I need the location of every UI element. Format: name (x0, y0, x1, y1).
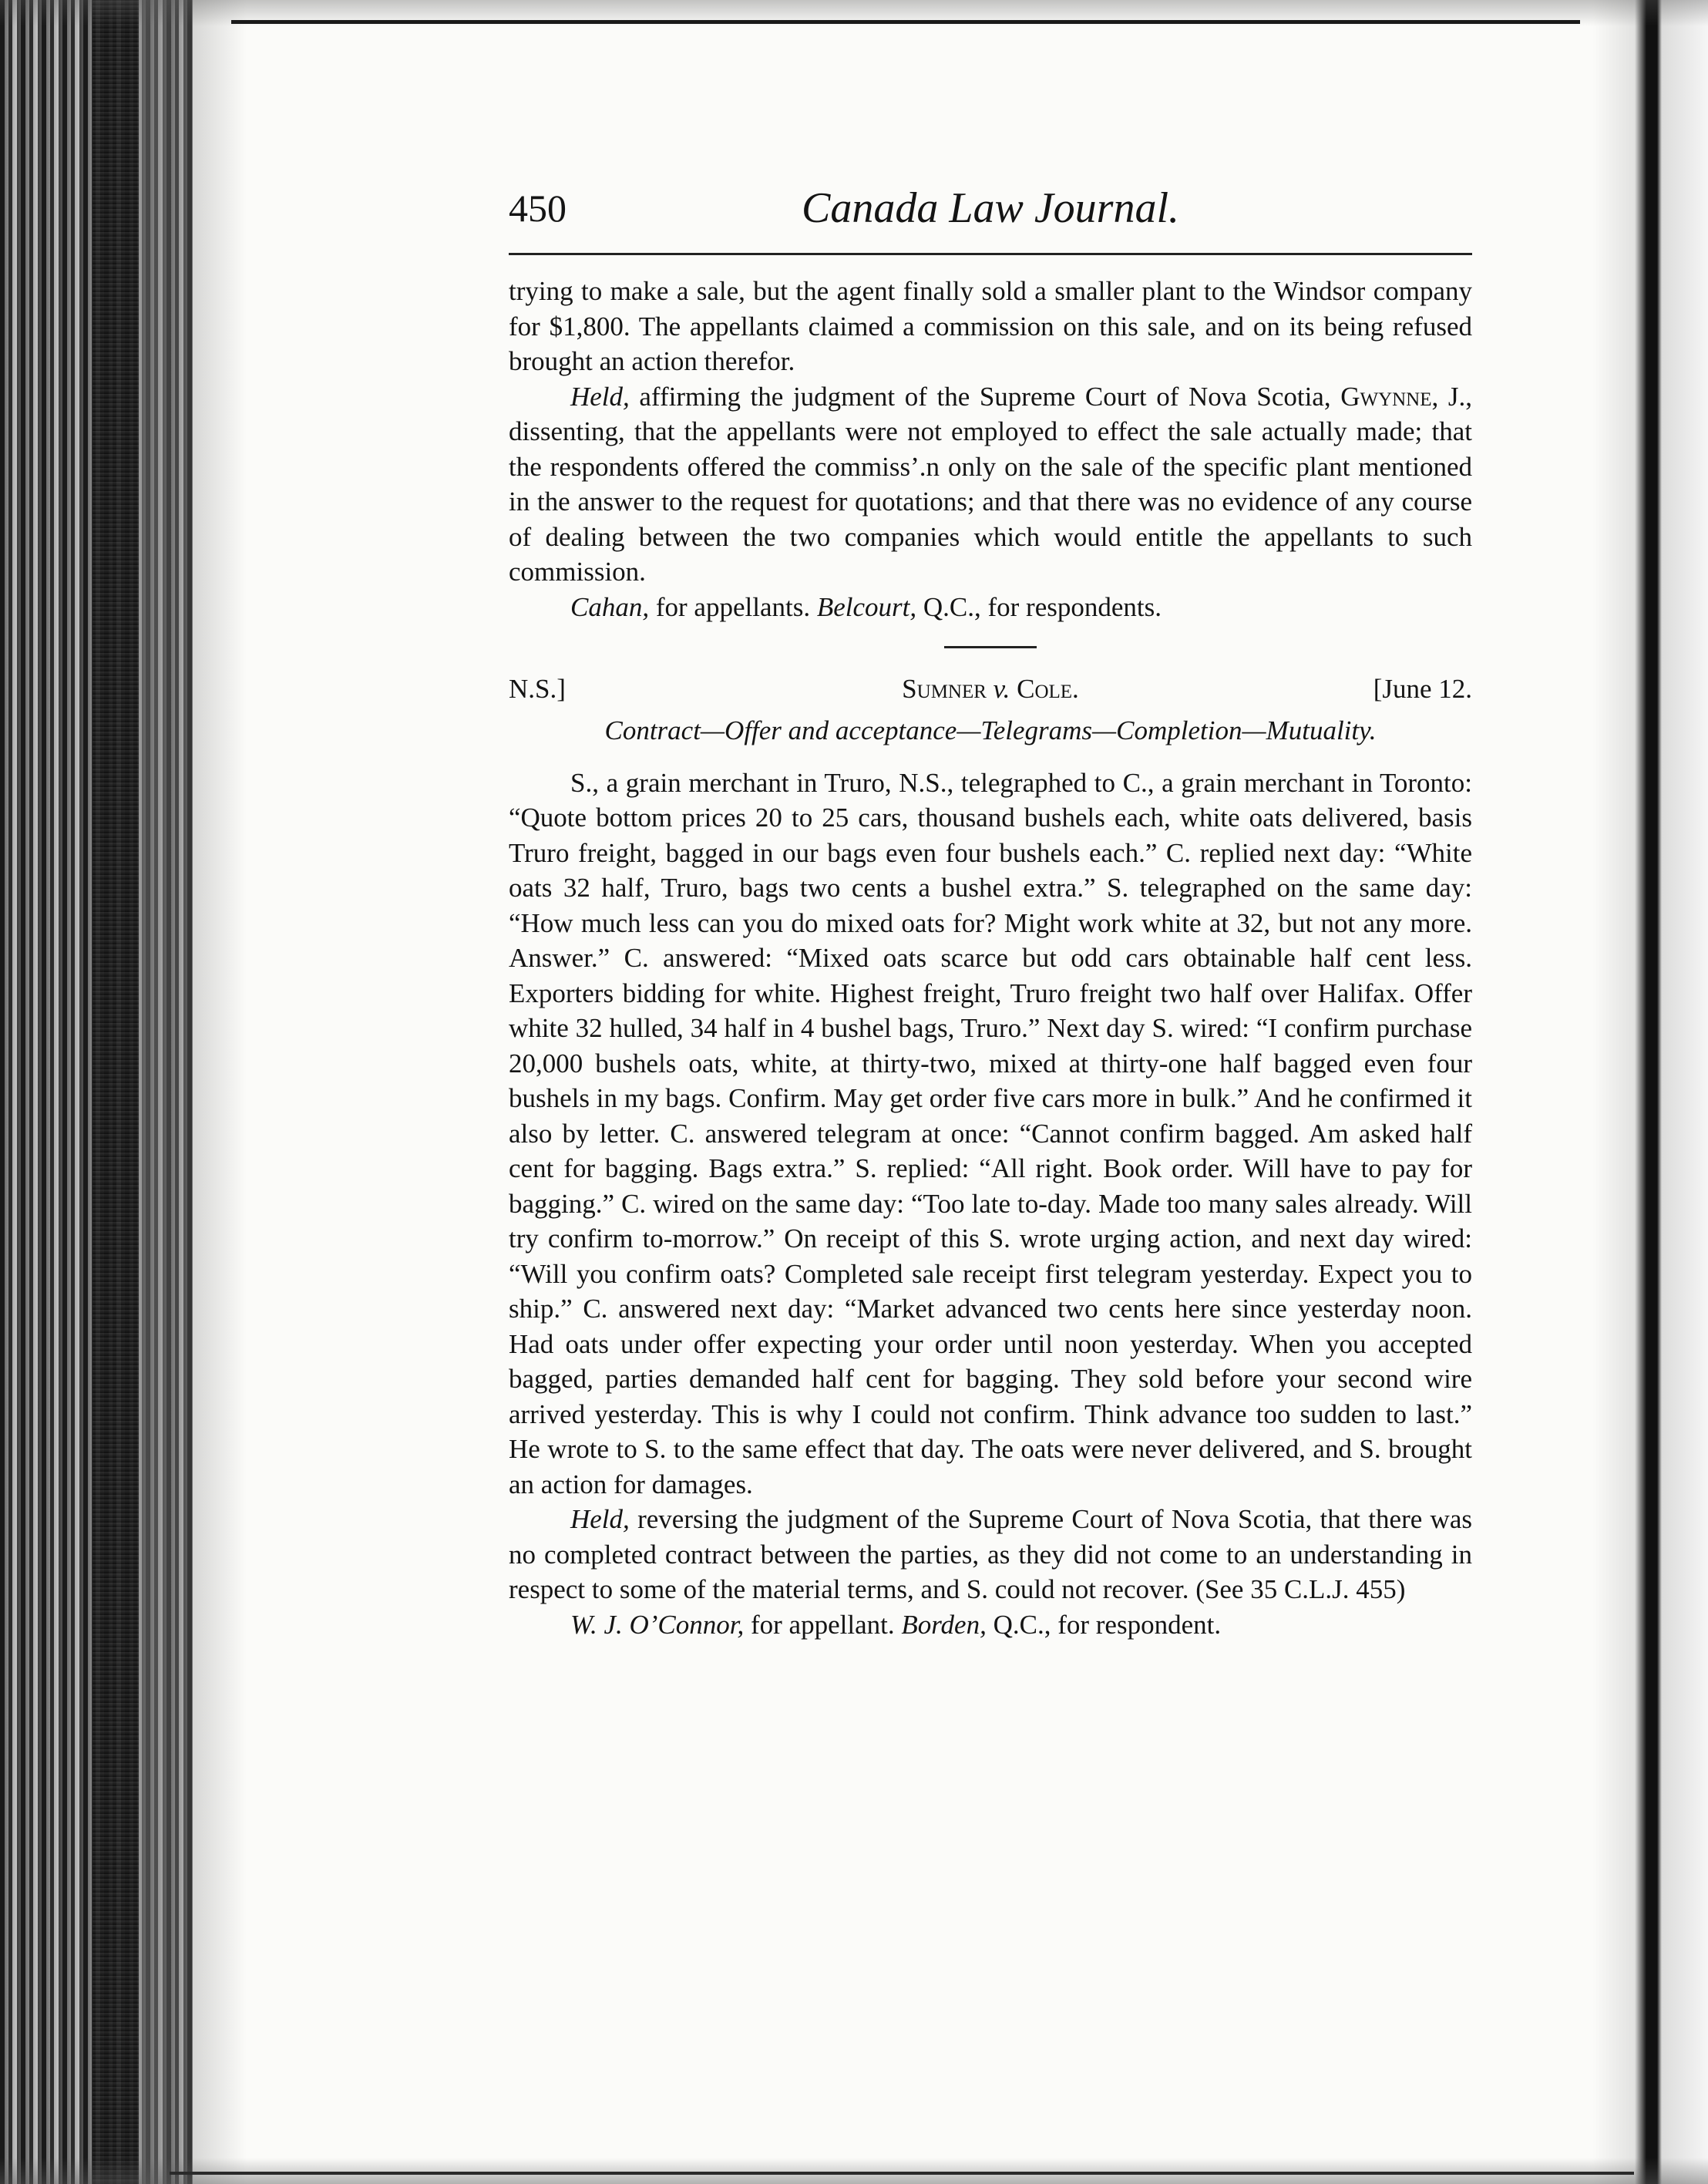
case2-headnote: Contract—Offer and acceptance—Telegrams—Completion—Mutuality. (604, 715, 1377, 745)
case2-name (509, 671, 1472, 707)
bottom-page-edge (0, 2158, 1708, 2184)
top-edge-line (231, 20, 1580, 24)
case1-para1-text: trying to make a sale, but the agent finally sold a smaller plant to the Windsor company for $1,800. The appellants claimed a commission on this sale, and on its being refused brought an action therefor. (509, 276, 1472, 376)
case1-counsel-b-text: Q.C., for respondents. (916, 591, 1162, 622)
case2-counsel-b-name: Borden, (901, 1609, 987, 1640)
case1-paragraph (509, 274, 1472, 379)
case2-date: [June 12. (1373, 674, 1472, 704)
bottom-edge-line (170, 2172, 1634, 2175)
case2-held-text: reversing the judgment of the Supreme Court of Nova Scotia, that there was no completed contract between the parties, as they did not come to an understanding in respect to some of the material terms, and S. could not recover. (See 35 C.L.J. 455) (509, 1504, 1472, 1604)
page-number: 450 (509, 187, 567, 230)
binding-shadow (92, 0, 139, 2184)
gutter-fade (139, 0, 247, 2184)
case1-held-text-b: , dissenting, that the appellants were not employed to effect the sale actually made; that the respondents offered the commiss’.n only on the sale of the specific plant mentioned in the answer to the request for quotations; and that there was no evidence of any course of dealing between the two companies which would entitle the appellants to such commission. (509, 381, 1472, 587)
case2-counsel-a-name: W. J. O’Connor, (570, 1609, 745, 1640)
case1-held-label: Held, (570, 381, 630, 412)
case1-counsel-a-name: Cahan, (570, 591, 650, 622)
body-text (509, 274, 1472, 1642)
case2-court: N.S.] (509, 674, 566, 704)
case2-held-label: Held, (570, 1504, 630, 1534)
journal-title: Canada Law Journal. (801, 184, 1180, 232)
case1-counsel-a-text: for appellants. (649, 591, 817, 622)
case2-held-paragraph (509, 1502, 1472, 1607)
right-page-edge (1592, 0, 1708, 2184)
case2-name-a: Sumner (902, 674, 987, 704)
case2-name-v: v. (986, 674, 1017, 704)
case1-held-paragraph (509, 379, 1472, 590)
case2-counsel (509, 1607, 1472, 1643)
case2-name-b: Cole. (1017, 674, 1079, 704)
case1-held-judge: Gwynne, J. (1340, 381, 1466, 412)
case2-counsel-b-text: Q.C., for respondent. (986, 1609, 1222, 1640)
running-head (509, 185, 1472, 239)
case1-counsel (509, 590, 1472, 625)
case1-counsel-b-name: Belcourt, (816, 591, 917, 622)
case1-held-text-a: affirming the judgment of the Supreme Court of Nova Scotia, (629, 381, 1341, 412)
case2-counsel-a-text: for appellant. (744, 1609, 902, 1640)
header-rule (509, 253, 1472, 255)
case-separator-rule (944, 646, 1037, 648)
case2-body: S., a grain merchant in Truro, N.S., telegraphed to C., a grain merchant in Toronto: “Quote bottom prices 20 to 25 cars, thousand bushels each, white oats delivered, basis Truro freight, bagged in our bags even four bushels each.” C. replied next day: “White oats 32 half, Truro, bags two cents a bushel extra.” S. telegraphed on the same day: “How much less can you do mixed oats for? Might work white at 32, but not any more. Answer.” C. answered: “Mixed oats scarce but odd cars obtainable half cent less. Exporters bidding for white. Highest freight, Truro freight two half over Halifax. Offer white 32 hulled, 34 half in 4 bushel bags, Truro.” Next day S. wired: “I confirm purchase 20,000 bushels oats, white, at thirty-two, mixed at thirty-one half bagged even four bushels in my bags. Confirm. May get order five cars more in bulk.” And he confirmed it also by letter. C. answered telegram at once: “Cannot confirm bagged. Am asked half cent for bagging. Bags extra.” S. replied: “All right. Book order. Will have to pay for bagging.” C. wired on the same day: “Too late to-day. Made too many sales already. Will try confirm to-morrow.” On receipt of this S. wrote urging action, and next day wired: “Will you confirm oats? Completed sale receipt first telegram yesterday. Expect you to ship.” C. answered next day: “Market advanced two cents here since yesterday noon. Had oats under offer expecting your order until noon yesterday. When you accepted bagged, parties demanded half cent for bagging. They sold before your second wire arrived yesterday. This is why I could not confirm. Think advance too sudden to last.” He wrote to S. to the same effect that day. The oats were never delivered, and S. brought an action for damages. (509, 767, 1472, 1499)
case2-caption (509, 671, 1472, 708)
